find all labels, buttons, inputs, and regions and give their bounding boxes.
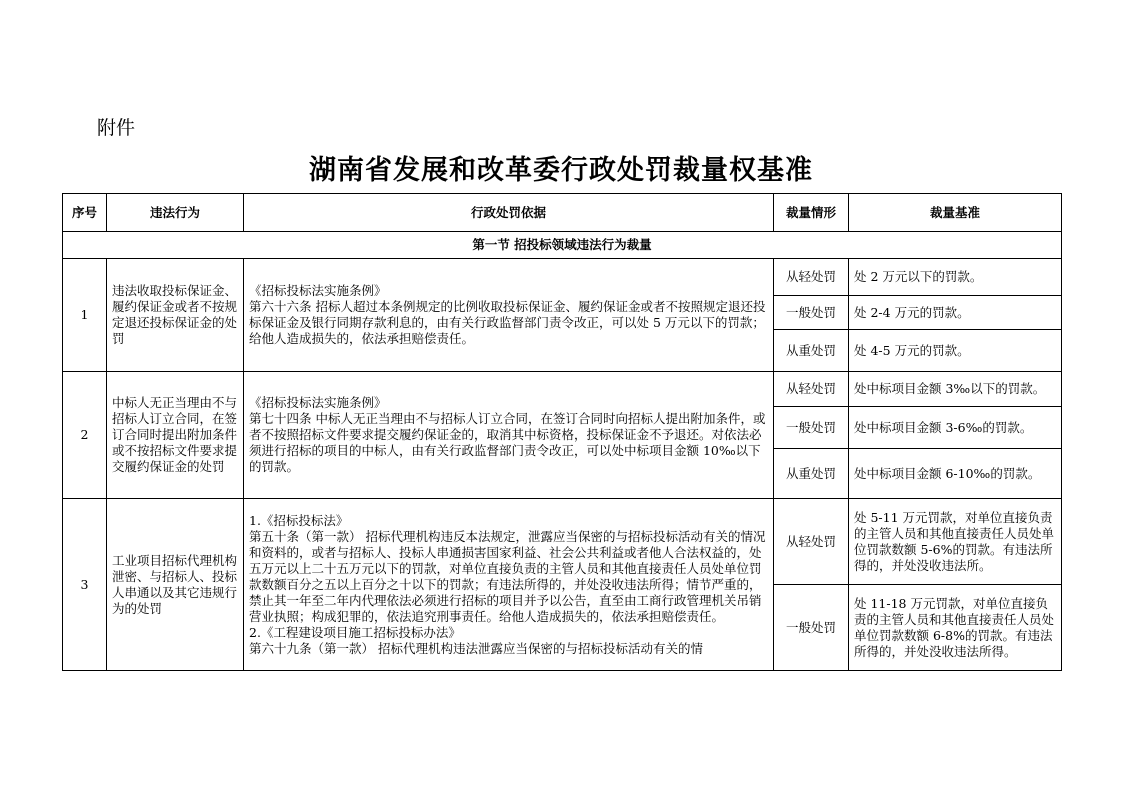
basis-line: 第六十九条（第一款） 招标代理机构违法泄露应当保密的与招标投标活动有关的情 — [249, 640, 703, 656]
header-standard: 裁量基准 — [849, 194, 1062, 232]
header-situation: 裁量情形 — [774, 194, 849, 232]
document-title: 湖南省发展和改革委行政处罚裁量权基准 — [309, 155, 813, 186]
header-act: 违法行为 — [107, 194, 244, 232]
standard-cell: 处 4-5 万元的罚款。 — [849, 330, 1062, 372]
header-row — [63, 194, 1062, 232]
row-number: 1 — [63, 259, 107, 372]
row-number: 3 — [63, 499, 107, 671]
basis-line: 1.《招标投标法》 — [249, 512, 349, 528]
standard-cell: 处中标项目金额 6-10‰的罚款。 — [849, 449, 1062, 499]
basis-line: 《招标投标法实施条例》 — [249, 283, 387, 298]
basis-cell — [244, 499, 774, 671]
section-title: 第一节 招投标领域违法行为裁量 — [63, 232, 1062, 259]
basis-line: 《招标投标法实施条例》 — [249, 395, 387, 410]
standard-cell: 处中标项目金额 3‰以下的罚款。 — [849, 372, 1062, 407]
situation-cell: 从轻处罚 — [774, 372, 849, 407]
header-basis: 行政处罚依据 — [244, 194, 774, 232]
situation-cell: 从重处罚 — [774, 449, 849, 499]
violation-cell: 工业项目招标代理机构泄密、与招标人、投标人串通以及其它违规行为的处罚 — [107, 499, 244, 671]
situation-cell: 从轻处罚 — [774, 259, 849, 296]
table-row — [63, 259, 1062, 296]
section-row — [63, 232, 1062, 259]
basis-cell — [244, 372, 774, 499]
table-row — [63, 499, 1062, 585]
situation-cell: 从轻处罚 — [774, 499, 849, 585]
penalty-table — [62, 193, 1062, 671]
basis-line: 2.《工程建设项目施工招标投标办法》 — [249, 624, 461, 640]
violation-cell: 中标人无正当理由不与招标人订立合同，在签订合同时提出附加条件或不按招标文件要求提交履约保证金的处罚 — [107, 372, 244, 499]
table-row — [63, 372, 1062, 407]
basis-line: 第六十六条 招标人超过本条例规定的比例收取投标保证金、履约保证金或者不按照规定退还投标保证金及银行同期存款利息的，由有关行政监督部门责令改正，可以处 5 万元以下的罚款；给他人造成损失的，依法承担赔偿责任。 — [249, 299, 766, 346]
header-no: 序号 — [63, 194, 107, 232]
attachment-label: 附件 — [97, 117, 136, 139]
violation-cell: 违法收取投标保证金、履约保证金或者不按规定退还投标保证金的处罚 — [107, 259, 244, 372]
situation-cell: 从重处罚 — [774, 330, 849, 372]
standard-cell: 处 2 万元以下的罚款。 — [849, 259, 1062, 296]
basis-line: 第五十条（第一款） 招标代理机构违反本法规定，泄露应当保密的与招标投标活动有关的情况和资料的，或者与招标人、投标人串通损害国家利益、社会公共利益或者他人合法权益的，处五万元以上二十五万元以下的罚款，对单位直接负责的主管人员和其他直接责任人员处单位罚款数额百分之五以上百分之十以下的罚款；有违法所得的，并处没收违法所得；情节严重的，禁止其一年至二年内代理依法必须进行招标的项目并予以公告，直至由工商行政管理机关吊销营业执照；构成犯罪的，依法追究刑事责任。给他人造成损失的，依法承担赔偿责任。 — [249, 528, 766, 624]
standard-cell: 处 2-4 万元的罚款。 — [849, 296, 1062, 330]
situation-cell: 一般处罚 — [774, 296, 849, 330]
situation-cell: 一般处罚 — [774, 585, 849, 671]
standard-cell: 处 5-11 万元罚款，对单位直接负责的主管人员和其他直接责任人员处单位罚款数额 5-6%的罚款。有违法所得的，并处没收违法所。 — [849, 499, 1062, 585]
basis-line: 第七十四条 中标人无正当理由不与招标人订立合同，在签订合同时向招标人提出附加条件，或者不按照招标文件要求提交履约保证金的，取消其中标资格，投标保证金不予退还。对依法必须进行招标的项目的中标人，由有关行政监督部门责令改正，可以处中标项目金额 10‰以下的罚款。 — [249, 411, 766, 474]
row-number: 2 — [63, 372, 107, 499]
basis-cell — [244, 259, 774, 372]
situation-cell: 一般处罚 — [774, 407, 849, 449]
standard-cell: 处 11-18 万元罚款，对单位直接负责的主管人员和其他直接责任人员处单位罚款数额 6-8%的罚款。有违法所得的，并处没收违法所得。 — [849, 585, 1062, 671]
standard-cell: 处中标项目金额 3-6‰的罚款。 — [849, 407, 1062, 449]
